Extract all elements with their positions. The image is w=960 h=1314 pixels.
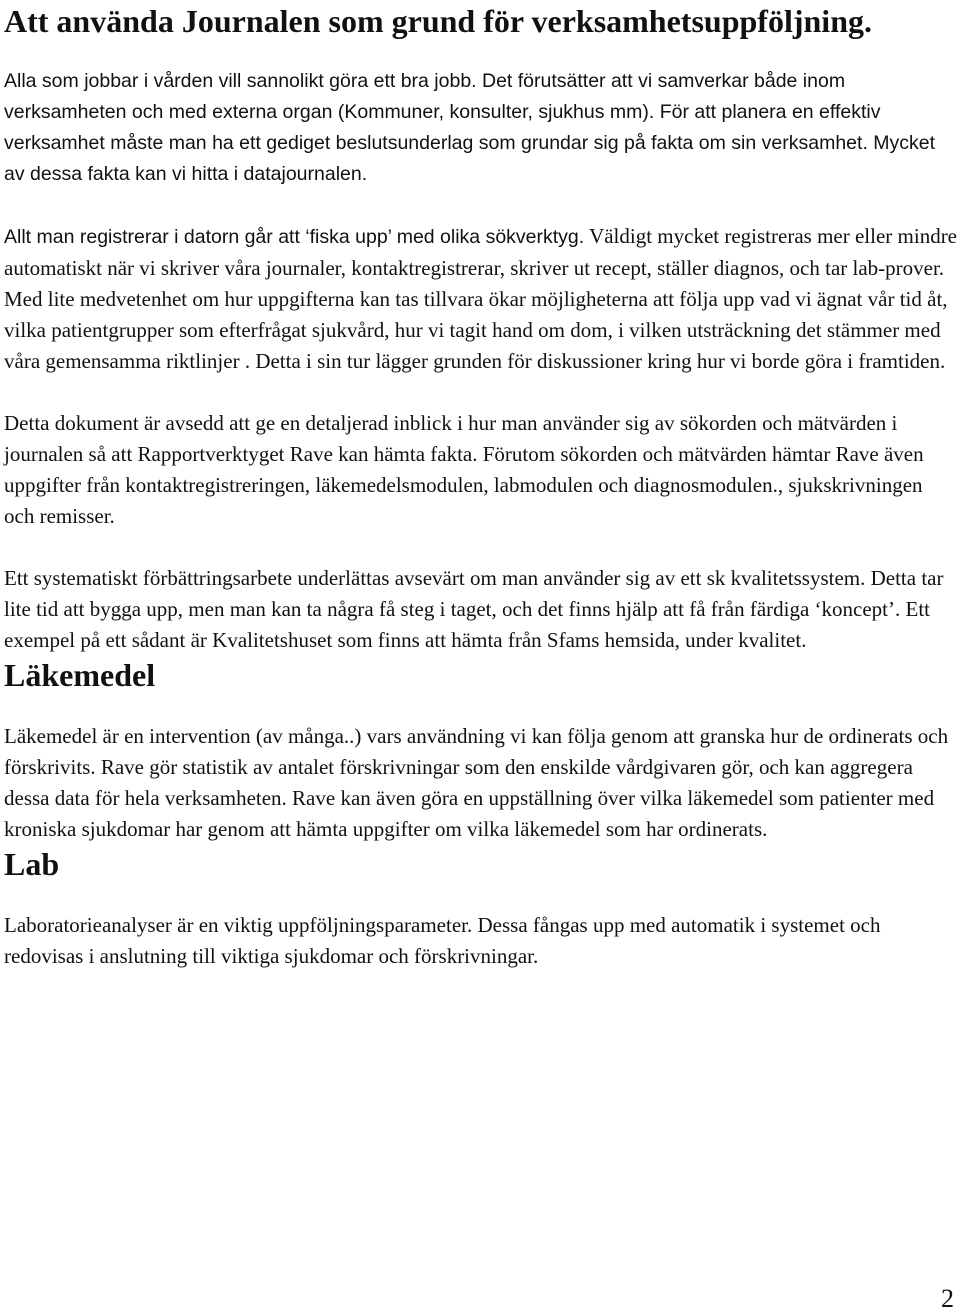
paragraph-document-purpose: Detta dokument är avsedd att ge en detaljerad inblick i hur man använder sig av sökorden och mätvärden i journalen så att Rapportverktyget Rave kan hämta fakta. Förutom sökorden och mätvärden hämtar Rave även uppgifter från kontaktregistreringen, läkemedelsmodulen, labmodulen och diagnosmodulen., sjukskrivningen och remisser. bbox=[4, 411, 924, 528]
paragraph-lakemedel: Läkemedel är en intervention (av många..) vars användning vi kan följa genom att granska hur de ordinerats och förskrivits. Rave gör statistik av antalet förskrivningar som den enskilde vårdgivaren gör, och kan aggregera dessa data för hela verksamheten. Rave kan även göra en uppställning över vilka läkemedel som patienter med kroniska sjukdomar har genom att hämta uppgifter om vilka läkemedel som har ordinerats. bbox=[4, 724, 949, 841]
paragraph-registration bbox=[4, 221, 958, 377]
paragraph-registration-lead: Allt man registrerar i datorn går att ‘fiska upp’ med olika sökverktyg. bbox=[4, 226, 585, 248]
paragraph-registration-rest: Väldigt mycket registreras mer eller mindre automatiskt när vi skriver våra journaler, kontaktregistrerar, skriver ut recept, ställer diagnos, och tar lab-prover. Med lite medvetenhet om hur uppgifterna kan tas tillvara ökar möjligheterna att följa upp vad vi ägnat vår tid åt, vilka patientgrupper som efterfrågat sjukvård, hur vi tagit hand om dom, i vilken utsträckning det stämmer med våra gemensamma riktlinjer . Detta i sin tur lägger grunden för diskussioner kring hur vi borde göra i framtiden. bbox=[4, 224, 958, 373]
document-title: Att använda Journalen som grund för verksamhetsuppföljning. bbox=[4, 3, 872, 39]
heading-lakemedel: Läkemedel bbox=[4, 657, 156, 693]
heading-lab: Lab bbox=[4, 846, 60, 882]
document-page bbox=[4, 0, 958, 972]
page-number: 2 bbox=[941, 1284, 954, 1313]
paragraph-lab: Laboratorieanalyser är en viktig uppföljningsparameter. Dessa fångas upp med automatik i systemet och redovisas i anslutning till viktiga sjukdomar och förskrivningar. bbox=[4, 913, 881, 968]
intro-paragraph: Alla som jobbar i vården vill sannolikt göra ett bra jobb. Det förutsätter att vi samverkar både inom verksamheten och med externa organ (Kommuner, konsulter, sjukhus mm). För att planera en effektiv verksamhet måste man ha ett gediget beslutsunderlag som grundar sig på fakta om sin verksamhet. Mycket av dessa fakta kan vi hitta i datajournalen. bbox=[4, 70, 936, 185]
paragraph-quality-system: Ett systematiskt förbättringsarbete underlättas avsevärt om man använder sig av ett sk kvalitetssystem. Detta tar lite tid att bygga upp, men man kan ta några få steg i taget, och det finns hjälp att få från färdiga ‘koncept’. Ett exempel på ett sådant är Kvalitetshuset som finns att hämta från Sfams hemsida, under kvalitet. bbox=[4, 566, 944, 652]
